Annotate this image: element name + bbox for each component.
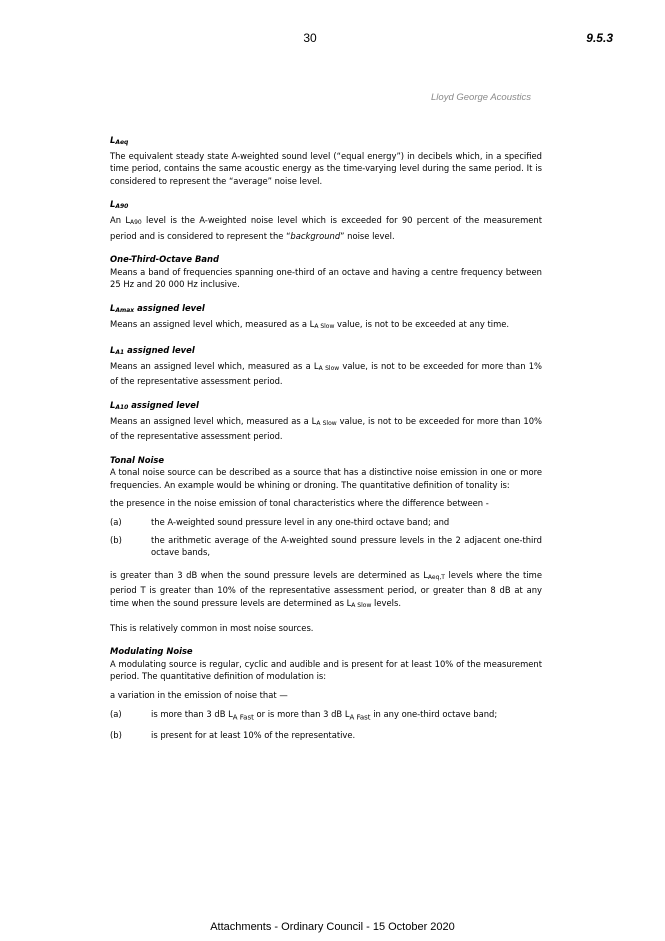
definition-modulating-noise [110,645,542,741]
definition-condition: is greater than 3 dB when the sound pressure levels are determined as $L_{Aeq,T}$ levels where the time period T is greater than 10% of the representative assessment period, or greater than 8 dB at any time when the sound pressure levels are determined as $L_{A Slow}$ levels. [110,569,542,610]
definition-lamax [110,302,542,333]
definition-text: A tonal noise source can be described as a source that has a distinctive noise emission in one or more frequencies. An example would be whining or droning. The quantitative definition of tonality is: [110,467,542,490]
definition-la10 [110,399,542,443]
list-text: the A-weighted sound pressure level in any one-third octave band; and [151,517,450,528]
list-item [110,516,542,529]
definition-text: Means an assigned level which, measured as a $L_{A Slow}$ value, is not to be exceeded for more than 1% of the representative assessment period. [110,360,542,387]
definition-text: Means an assigned level which, measured as a $L_{A Slow}$ value, is not to be exceeded for more than 10% of the representative assessment period. [110,415,542,442]
company-name: Lloyd George Acoustics [431,92,531,103]
page-number: 30 [303,31,317,45]
list-text: is more than 3 dB $L_{A Fast}$ or is more than 3 dB $L_{A Fast}$ in any one-third octave band; [151,708,498,722]
list-text: is present for at least 10% of the representative. [151,729,356,740]
definition-term: Modulating Noise [110,646,193,657]
definition-term: $L_{A90}$ [110,199,129,211]
list-label: (b) [110,534,122,545]
definition-text: Means a band of frequencies spanning one-third of an octave and having a centre frequency between 25 Hz and 20 000 Hz inclusive. [110,266,542,290]
definition-text: A modulating source is regular, cyclic and audible and is present for at least 10% of the measurement period. The quantitative definition of modulation is: [110,658,542,682]
definition-intro: a variation in the emission of noise that — [110,690,288,700]
definition-term: $L_{A10}$ assigned level [110,399,199,411]
page-footer: Attachments - Ordinary Council - 15 October 2020 [210,921,455,933]
list-label: (b) [110,729,122,740]
definition-note: This is relatively common in most noise sources. [110,622,314,633]
definition-intro: the presence in the noise emission of tonal characteristics where the difference between - [110,498,489,509]
list-text: the arithmetic average of the A-weighted sound pressure levels in the 2 adjacent one-third octave bands, [151,534,542,558]
list-item [110,534,542,559]
definition-la90 [110,198,542,242]
definition-term: Tonal Noise [110,454,165,465]
definition-laeq [110,134,542,187]
definition-text: Means an assigned level which, measured as a $L_{A Slow}$ value, is not to be exceeded at any time. [110,318,510,330]
list-item [110,708,542,724]
definition-term: $L_{Amax}$ assigned level [110,302,205,314]
definition-term: $L_{Aeq}$ [110,135,129,146]
definitions-content [110,134,542,752]
list-label: (a) [110,708,122,719]
definition-text: An $L_{A90}$ level is the A-weighted noise level which is exceeded for 90 percent of the measurement period and is considered to represent the “background” noise level. [110,214,542,241]
definition-tonal-noise [110,454,542,635]
definition-term: $L_{A1}$ assigned level [110,345,195,357]
list-item [110,729,542,742]
definition-text: The equivalent steady state A-weighted sound level (“equal energy”) in decibels which, in a specified time period, contains the same acoustic energy as the time-varying level during the same period. It is considered to represent the “average” noise level. [110,150,542,186]
definition-term: One-Third-Octave Band [110,254,219,265]
item-reference: 9.5.3 [586,31,613,45]
definition-third-octave-band [110,253,542,291]
list-label: (a) [110,517,122,528]
definition-la1 [110,344,542,388]
